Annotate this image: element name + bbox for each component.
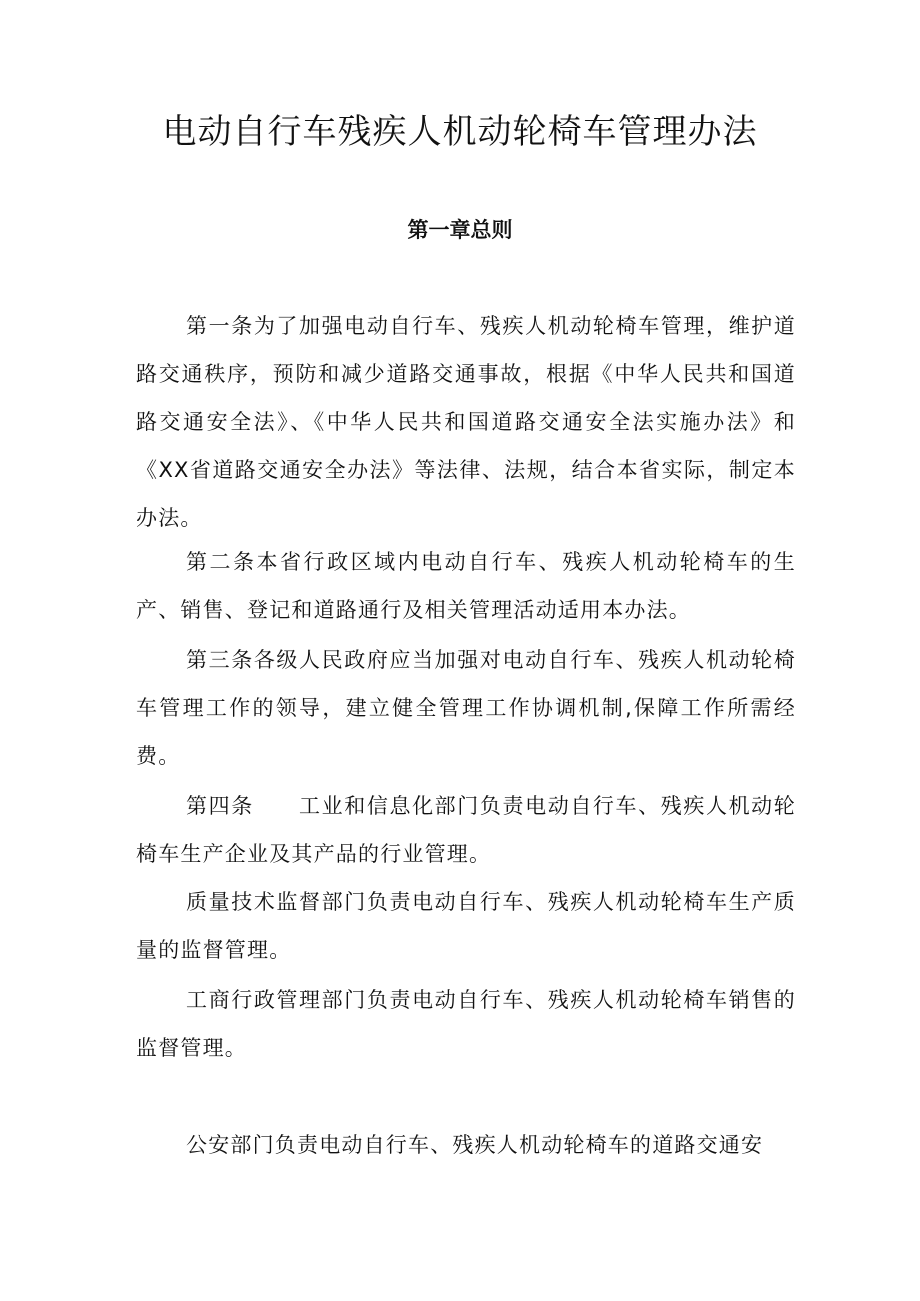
article-4-paragraph: 第四条 工业和信息化部门负责电动自行车、残疾人机动轮椅车生产企业及其产品的行业管理。 — [136, 794, 796, 866]
chapter-heading: 第一章总则 — [407, 218, 513, 242]
article-1-paragraph: 第一条为了加强电动自行车、残疾人机动轮椅车管理，维护道路交通秩序，预防和减少道路交通事故，根据《中华人民共和国道路交通安全法》、《中华人民共和国道路交通安全法实施办法》和《XX省道路交通安全办法》等法律、法规，结合本省实际，制定本办法。 — [136, 314, 796, 530]
commerce-administration-paragraph: 工商行政管理部门负责电动自行车、残疾人机动轮椅车销售的监督管理。 — [136, 988, 796, 1060]
article-3-paragraph: 第三条各级人民政府应当加强对电动自行车、残疾人机动轮椅车管理工作的领导，建立健全管理工作协调机制,保障工作所需经费。 — [136, 648, 796, 768]
quality-supervision-paragraph: 质量技术监督部门负责电动自行车、残疾人机动轮椅车生产质量的监督管理。 — [136, 890, 796, 962]
document-title: 电动自行车残疾人机动轮椅车管理办法 — [162, 112, 758, 152]
public-security-paragraph: 公安部门负责电动自行车、残疾人机动轮椅车的道路交通安 — [186, 1133, 764, 1157]
article-2-paragraph: 第二条本省行政区域内电动自行车、残疾人机动轮椅车的生产、销售、登记和道路通行及相关管理活动适用本办法。 — [136, 550, 796, 622]
